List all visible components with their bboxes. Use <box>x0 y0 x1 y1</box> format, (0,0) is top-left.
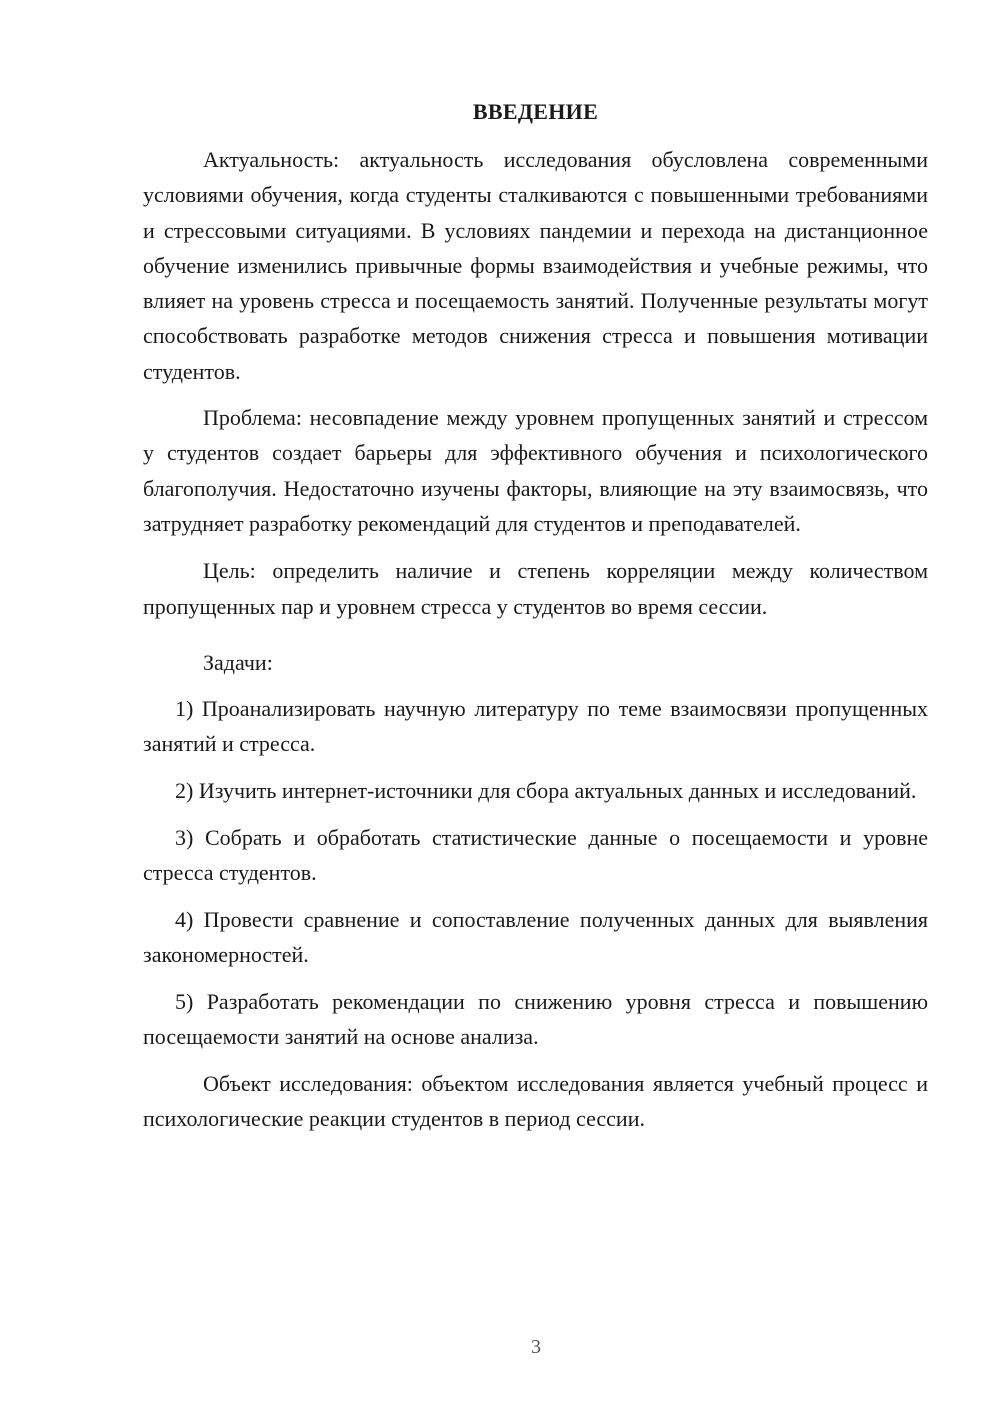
page-number: 3 <box>531 1336 541 1358</box>
tasks-label: Задачи: <box>203 649 273 675</box>
task-item-1: 1) Проанализировать научную литературу по теме взаимосвязи пропущенных занятий и стресса. <box>143 695 928 756</box>
task-item-5: 5) Разработать рекомендации по снижению уровня стресса и повышению посещаемости занятий на основе анализа. <box>143 988 928 1049</box>
task-item-2: 2) Изучить интернет-источники для сбора актуальных данных и исследований. <box>175 777 917 803</box>
page-content <box>143 94 928 1136</box>
page-title: ВВЕДЕНИЕ <box>472 99 599 124</box>
paragraph-relevance: Актуальность: актуальность исследования обусловлена современными условиями обучения, когда студенты сталкиваются с повышенными требованиями и стрессовыми ситуациями. В условиях пандемии и перехода на дистанционное обучение изменились привычные формы взаимодействия и учебные режимы, что влияет на уровень стресса и посещаемость занятий. Полученные результаты могут способствовать разработке методов снижения стресса и повышения мотивации студентов. <box>143 147 928 384</box>
task-item-3: 3) Собрать и обработать статистические данные о посещаемости и уровне стресса студентов. <box>143 824 928 885</box>
paragraph-goal: Цель: определить наличие и степень корреляции между количеством пропущенных пар и уровнем стресса у студентов во время сессии. <box>143 558 928 619</box>
task-item-4: 4) Провести сравнение и сопоставление полученных данных для выявления закономерностей. <box>143 906 928 967</box>
paragraph-object: Объект исследования: объектом исследования является учебный процесс и психологические реакции студентов в период сессии. <box>143 1070 928 1132</box>
paragraph-problem: Проблема: несовпадение между уровнем пропущенных занятий и стрессом у студентов создает барьеры для эффективного обучения и психологического благополучия. Недостаточно изучены факторы, влияющие на эту взаимосвязь, что затрудняет разработку рекомендаций для студентов и преподавателей. <box>143 405 928 536</box>
